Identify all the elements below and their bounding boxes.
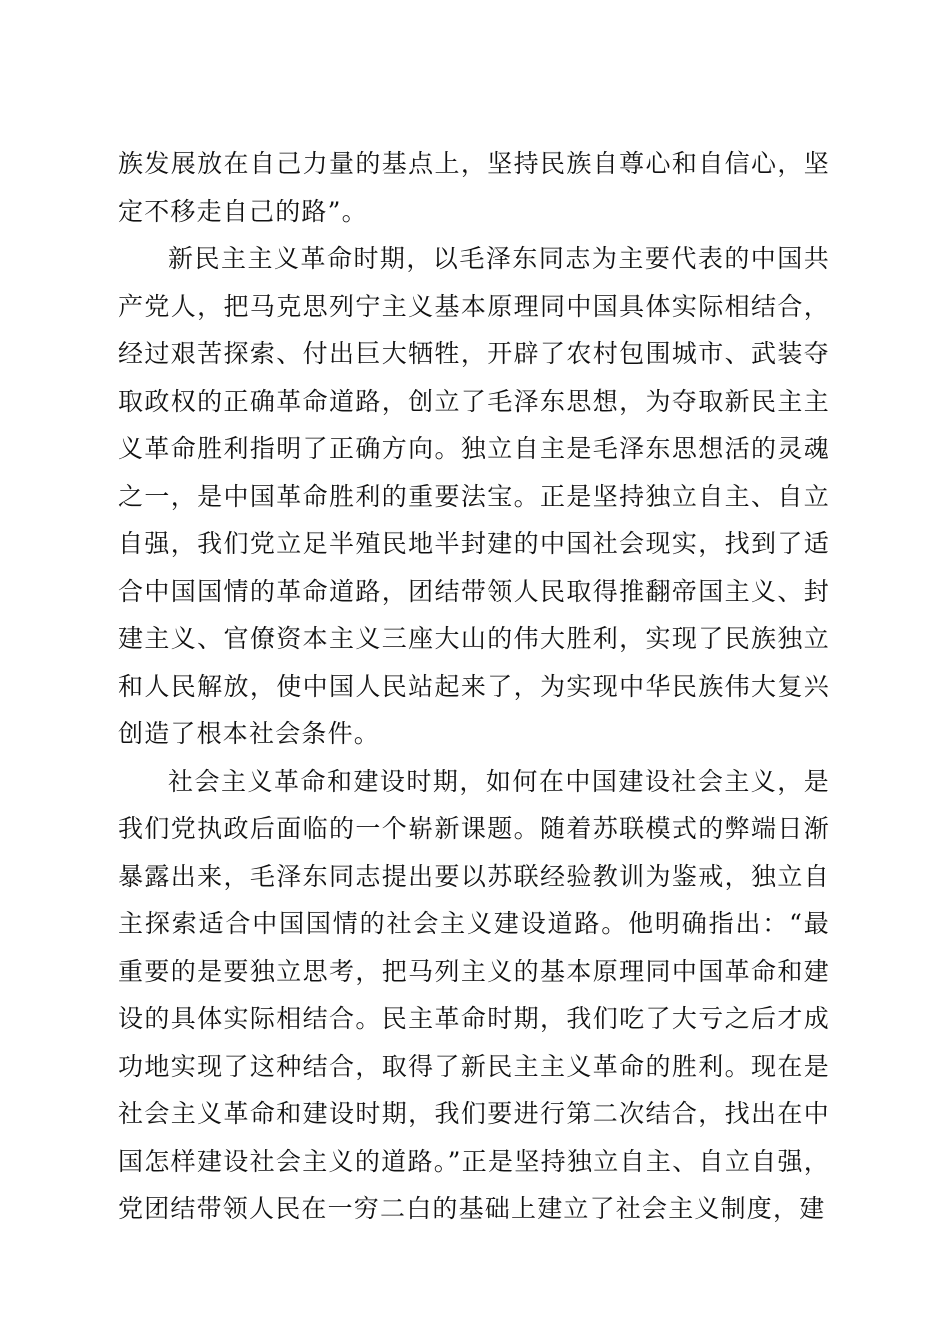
- body-text: [118, 140, 830, 1233]
- paragraph-continuation: 族发展放在自己力量的基点上，坚持民族自尊心和自信心，坚定不移走自己的路”。: [118, 149, 830, 226]
- paragraph-new-democratic-revolution: 新民主主义革命时期，以毛泽东同志为主要代表的中国共产党人，把马克思列宁主义基本原理同中国具体实际相结合，经过艰苦探索、付出巨大牺牲，开辟了农村包围城市、武装夺取政权的正确革命道路，创立了毛泽东思想，为夺取新民主主义革命胜利指明了正确方向。独立自主是毛泽东思想活的灵魂之一，是中国革命胜利的重要法宝。正是坚持独立自主、自立自强，我们党立足半殖民地半封建的中国社会现实，找到了适合中国国情的革命道路，团结带领人民取得推翻帝国主义、封建主义、官僚资本主义三座大山的伟大胜利，实现了民族独立和人民解放，使中国人民站起来了，为实现中华民族伟大复兴创造了根本社会条件。: [118, 244, 830, 748]
- paragraph-socialist-construction: 社会主义革命和建设时期，如何在中国建设社会主义，是我们党执政后面临的一个崭新课题。随着苏联模式的弊端日渐暴露出来，毛泽东同志提出要以苏联经验教训为鉴戒，独立自主探索适合中国国情的社会主义建设道路。他明确指出：“最重要的是要独立思考，把马列主义的基本原理同中国革命和建设的具体实际相结合。民主革命时期，我们吃了大亏之后才成功地实现了这种结合，取得了新民主主义革命的胜利。现在是社会主义革命和建设时期，我们要进行第二次结合，找出在中国怎样建设社会主义的道路。”正是坚持独立自主、自立自强，党团结带领人民在一穷二白的基础上建立了社会主义制度，建: [118, 766, 830, 1223]
